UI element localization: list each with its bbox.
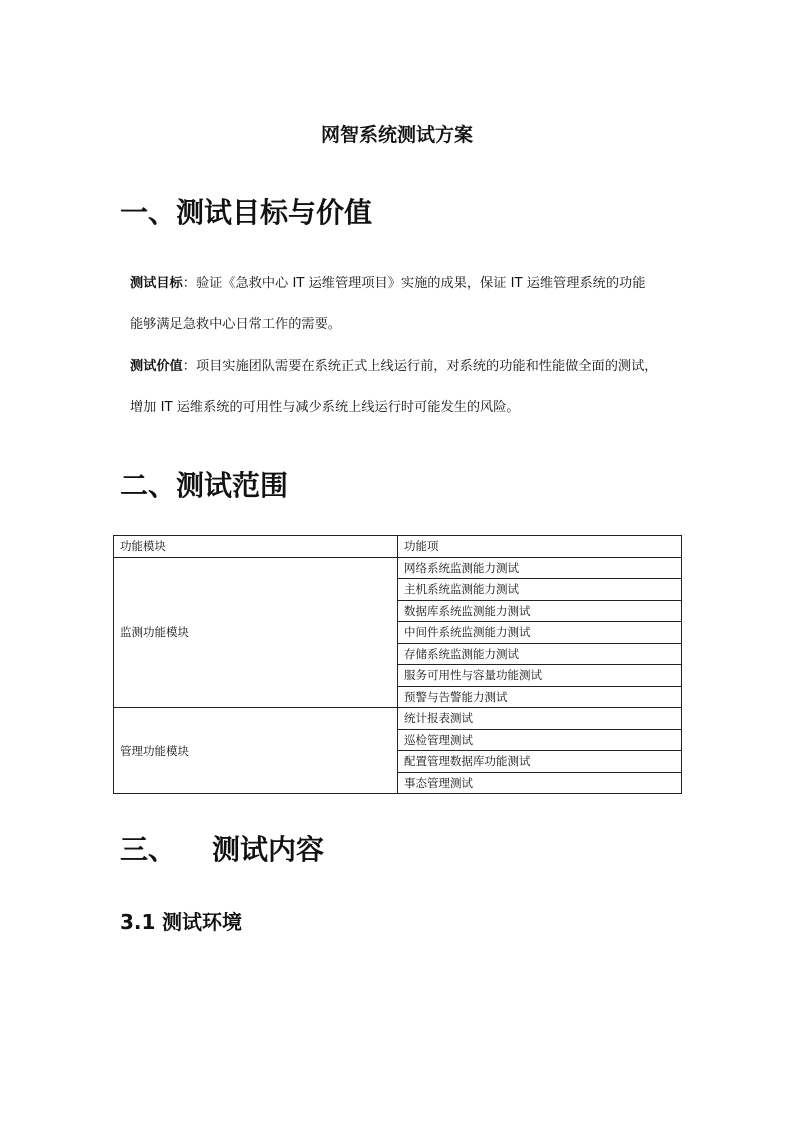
table-header-row: [114, 536, 682, 558]
item-cell: 巡检管理测试: [398, 729, 682, 751]
section-3-number: 三、: [120, 833, 177, 866]
item-cell: 数据库系统监测能力测试: [398, 600, 682, 622]
item-cell: 预警与告警能力测试: [398, 686, 682, 708]
table-row: [114, 557, 682, 579]
item-cell: 事态管理测试: [398, 772, 682, 794]
item-cell: 统计报表测试: [398, 708, 682, 730]
test-value-text: 项目实施团队需要在系统正式上线运行前，对系统的功能和性能做全面的测试，: [195, 359, 658, 374]
item-cell: 配置管理数据库功能测试: [398, 751, 682, 773]
section-2-number: 二、: [120, 469, 177, 502]
section-1-heading: [120, 195, 372, 231]
section-3-title: 测试内容: [212, 833, 325, 866]
test-value-paragraph: [130, 357, 690, 377]
document-title: 网智系统测试方案: [320, 124, 473, 146]
item-cell: 网络系统监测能力测试: [398, 557, 682, 579]
test-goal-continuation: 能够满足急救中心日常工作的需要。: [130, 317, 341, 332]
table-header-module: 功能模块: [114, 536, 398, 558]
test-value-continuation: 增加 IT 运维系统的可用性与减少系统上线运行时可能发生的风险。: [130, 400, 520, 415]
item-cell: 主机系统监测能力测试: [398, 579, 682, 601]
test-value-colon: ：: [182, 359, 196, 374]
module-cell-monitoring: 监测功能模块: [114, 557, 398, 708]
section-1-title: 测试目标与价值: [176, 196, 373, 229]
item-cell: 服务可用性与容量功能测试: [398, 665, 682, 687]
test-value-label: 测试价值: [130, 359, 183, 374]
test-goal-label: 测试目标: [130, 276, 183, 291]
section-1-number: 一、: [120, 196, 177, 229]
subsection-3-1-heading: [120, 908, 242, 936]
table-header-item: 功能项: [398, 536, 682, 558]
item-cell: 中间件系统监测能力测试: [398, 622, 682, 644]
section-2-heading: [120, 468, 288, 504]
section-2-title: 测试范围: [176, 469, 289, 502]
item-cell: 存储系统监测能力测试: [398, 643, 682, 665]
section-3-heading: [120, 832, 324, 868]
test-goal-colon: ：: [182, 276, 196, 291]
module-cell-management: 管理功能模块: [114, 708, 398, 794]
test-scope-table: [113, 535, 682, 794]
subsection-3-1-number: 3.1: [120, 910, 156, 934]
subsection-3-1-title: 测试环境: [162, 910, 242, 934]
test-goal-text: 验证《急救中心 IT 运维管理项目》实施的成果，保证 IT 运维管理系统的功能: [195, 276, 646, 291]
test-goal-paragraph: [130, 274, 690, 294]
table-row: [114, 708, 682, 730]
